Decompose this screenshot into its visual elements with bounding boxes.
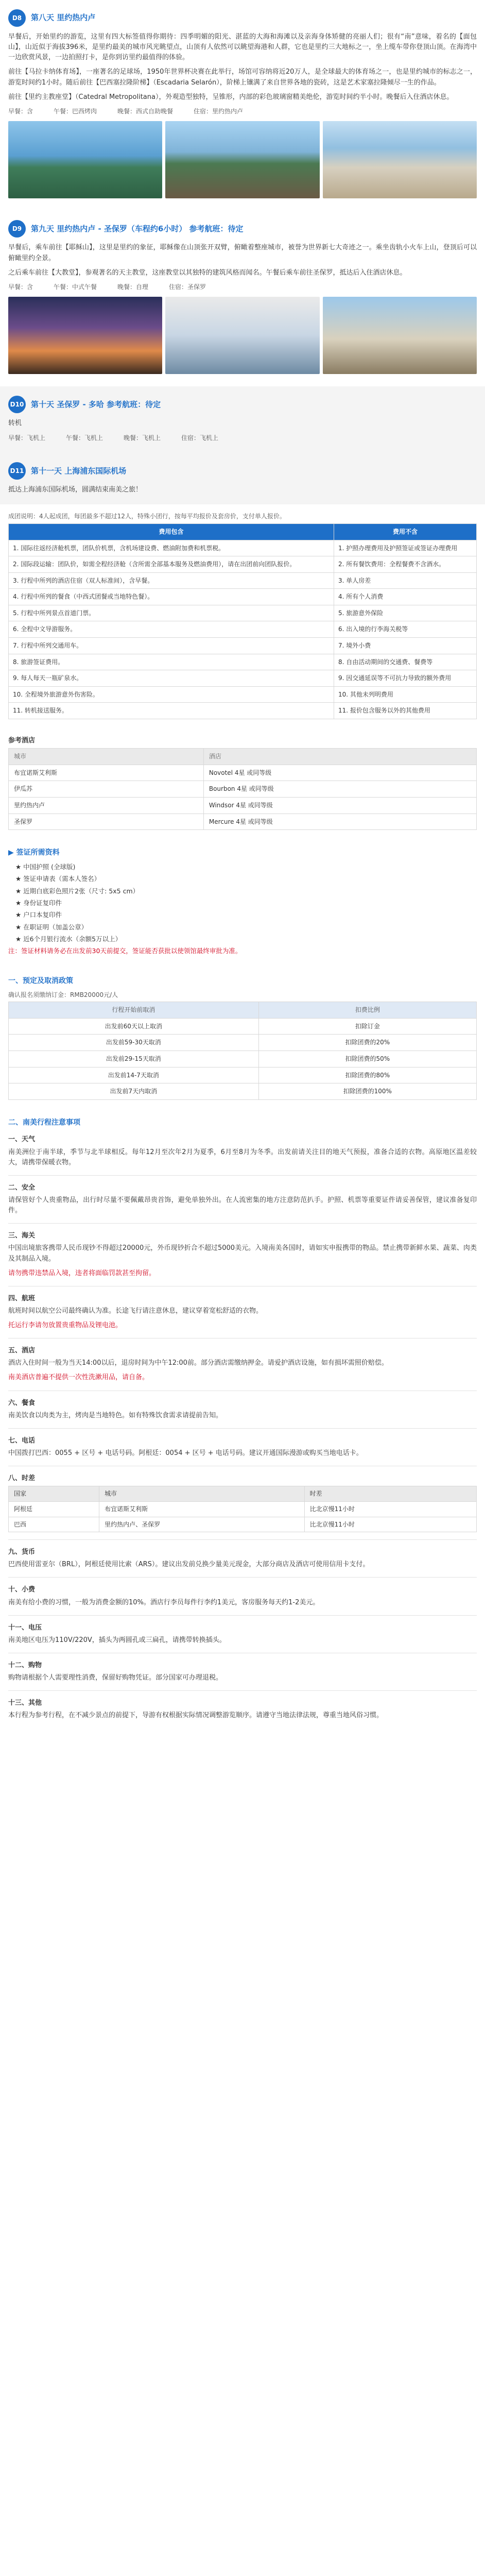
flight-title: 四、航班 <box>8 1294 36 1302</box>
visa-list <box>8 862 477 944</box>
price-row-cell: 扣除团费的50% <box>258 1050 476 1067</box>
hotel-notice-warning: 南美酒店普遍不提供一次性洗漱用品，请自备。 <box>8 1374 149 1382</box>
customs-text: 中国出境旅客携带人民币现钞不得超过20000元，外币现钞折合不超过5000美元。入境南美各国时，请如实申报携带的物品。禁止携带新鲜水果、蔬菜、肉类及其制品入境。 <box>8 1244 477 1263</box>
meal-lunch: 午餐：中式午餐 <box>54 283 97 291</box>
day8-meals <box>8 107 477 116</box>
hotel-notice-text: 酒店入住时间一般为当天14:00以后，退房时间为中午12:00前。部分酒店需缴纳押金。请爱护酒店设施，如有损坏需照价赔偿。 <box>8 1359 388 1367</box>
meal-dinner: 晚餐：西式自助晚餐 <box>117 107 174 115</box>
flight-text: 航班时间以航空公司最终确认为准。长途飞行请注意休息，建议穿着宽松舒适的衣物。 <box>8 1307 263 1315</box>
day-badge-icon: D11 <box>8 462 26 480</box>
hotel-header-city: 城市 <box>9 749 204 765</box>
meal-breakfast: 早餐：飞机上 <box>8 434 46 442</box>
hotel-row-cell: 圣保罗 <box>9 814 204 830</box>
meal-hotel: 住宿：飞机上 <box>181 434 219 442</box>
fee-row-cell: 1. 护照办理费用及护照签证或签证办理费用 <box>334 540 476 556</box>
hotel-row <box>9 797 477 814</box>
phone-title: 七、电话 <box>8 1436 36 1445</box>
fee-row-cell: 3. 行程中所列的酒店住宿（双人标准间），含早餐。 <box>9 572 334 589</box>
photo-christ-dusk <box>8 297 162 374</box>
timezone-table <box>8 1486 477 1532</box>
fee-row-cell: 2. 所有餐饮费用：全程餐费不含酒水。 <box>334 556 476 573</box>
day10-header <box>8 396 477 413</box>
divider <box>8 1428 477 1429</box>
day11-para: 抵达上海浦东国际机场，圆满结束南美之旅！ <box>8 486 143 494</box>
fee-row-cell: 7. 境外小费 <box>334 638 476 654</box>
other-text: 本行程为参考行程，在不减少景点的前提下，导游有权根据实际情况调整游览顺序。请遵守当地法律法规，尊重当地风俗习惯。 <box>8 1711 384 1720</box>
fee-table <box>8 523 477 719</box>
timezone-row-cell: 里约热内卢、圣保罗 <box>99 1517 304 1532</box>
visa-title: ▶ 签证所需资料 <box>8 849 60 857</box>
tip-text: 南美有给小费的习惯，一般为消费金额的10%。酒店行李员每件行李约1美元，客房服务每天约1-2美元。 <box>8 1598 320 1606</box>
voltage-title: 十一、电压 <box>8 1623 42 1632</box>
fee-row-cell: 11. 报价包含服务以外的其他费用 <box>334 703 476 719</box>
fee-row <box>9 540 477 556</box>
price-row-cell: 扣除团费的80% <box>258 1067 476 1083</box>
fee-row-cell: 8. 旅游签证费用。 <box>9 654 334 670</box>
divider <box>8 1175 477 1176</box>
photo-cathedral <box>323 297 477 374</box>
fee-row <box>9 654 477 670</box>
notice-title: 二、南美行程注意事项 <box>8 1118 80 1127</box>
visa-item: ★ 中国护照 (全球版) <box>15 862 76 871</box>
day-badge-icon: D9 <box>8 220 26 238</box>
day8-photos <box>8 121 477 198</box>
fee-row-cell: 6. 出入境的行李海关税等 <box>334 621 476 638</box>
tz-header-country: 国家 <box>9 1486 99 1502</box>
photo-beach <box>323 121 477 198</box>
fee-row <box>9 670 477 687</box>
other-title: 十三、其他 <box>8 1699 42 1707</box>
notice-section <box>0 1105 485 1731</box>
timezone-row-cell: 比北京慢11小时 <box>304 1501 476 1517</box>
fee-row-cell: 2. 国际段运输：团队价，如需全程经济舱（含所需全部基本服务及燃油费用），请在出团前向团队报价。 <box>9 556 334 573</box>
timezone-row-cell: 比北京慢11小时 <box>304 1517 476 1532</box>
hotel-row-cell: 里约热内卢 <box>9 797 204 814</box>
hotel-row-cell: Novotel 4星 或同等级 <box>203 765 476 781</box>
fee-row-cell: 4. 行程中所列的餐食（中西式团餐或当地特色餐）。 <box>9 589 334 605</box>
currency-text: 巴西使用雷亚尔（BRL），阿根廷使用比索（ARS）。建议出发前兑换少量美元现金，大部分商店及酒店可使用信用卡支付。 <box>8 1561 370 1569</box>
divider <box>8 1577 477 1578</box>
price-row <box>9 1050 477 1067</box>
tz-header-diff: 时差 <box>304 1486 476 1502</box>
fee-row <box>9 589 477 605</box>
divider <box>8 1615 477 1616</box>
fee-header-included: 费用包含 <box>9 523 334 540</box>
day8-section <box>0 0 485 211</box>
meal-dinner: 晚餐：自理 <box>117 283 149 291</box>
currency-title: 九、货币 <box>8 1548 36 1556</box>
divider <box>8 1223 477 1224</box>
fee-row <box>9 703 477 719</box>
tz-header-city: 城市 <box>99 1486 304 1502</box>
fee-row <box>9 621 477 638</box>
timezone-row-cell: 阿根廷 <box>9 1501 99 1517</box>
price-row-cell: 扣除团费的100% <box>258 1083 476 1100</box>
hotel-section <box>0 724 485 835</box>
price-row <box>9 1067 477 1083</box>
day11-header <box>8 462 477 480</box>
weather-text: 南美洲位于南半球，季节与北半球相反。每年12月至次年2月为夏季，6月至8月为冬季。出发前请关注目的地天气预报，准备合适的衣物。高原地区温差较大，请携带保暖衣物。 <box>8 1148 477 1166</box>
hotel-title: 参考酒店 <box>8 737 36 745</box>
hotel-row-cell: 伊瓜苏 <box>9 781 204 798</box>
divider <box>8 1539 477 1540</box>
shopping-title: 十二、购物 <box>8 1661 42 1669</box>
day8-para3: 前往【里约主教座堂】（Catedral Metropolitana），外观造型独特，呈锥形，内部的彩色玻璃窗精美绝伦，游览时间约半小时。晚餐后入住酒店休息。 <box>8 93 454 101</box>
price-row-cell: 扣除订金 <box>258 1018 476 1035</box>
divider <box>8 1690 477 1691</box>
timezone-row-cell: 巴西 <box>9 1517 99 1532</box>
fee-row-cell: 4. 所有个人消费 <box>334 589 476 605</box>
photo-bay <box>165 121 319 198</box>
hotel-header-hotel: 酒店 <box>203 749 476 765</box>
day8-title: 第八天 里约热内卢 <box>31 13 96 23</box>
day8-para2: 前往【马拉卡纳体育场】，一座著名的足球场，1950年世界杯决赛在此举行，场馆可容纳将近20万人，是全球最大的体育场之一，也是里约城市的标志之一，游览时间约1小时。随后前往【巴西塞拉隆阶梯】（Escadaria Selarón），阶梯上镶满了来自世界各地的瓷砖，这是艺术家塞拉隆倾尽一生的作品。 <box>8 68 477 87</box>
day9-photos <box>8 297 477 374</box>
day8-header <box>8 9 477 27</box>
price-subtitle: 确认报名须缴纳订金：RMB20000元/人 <box>8 991 118 998</box>
day9-header <box>8 220 477 238</box>
meal-hotel: 住宿：里约热内卢 <box>194 107 244 115</box>
fee-row-cell: 5. 行程中所列景点首道门票。 <box>9 605 334 621</box>
day10-meals <box>8 433 477 443</box>
day9-section <box>0 211 485 386</box>
price-header-fee: 扣费比例 <box>258 1002 476 1019</box>
visa-item: ★ 在职证明（加盖公章） <box>15 923 88 931</box>
visa-item: ★ 签证申请表（需本人签名） <box>15 875 101 883</box>
hotel-row-cell: Bourbon 4星 或同等级 <box>203 781 476 798</box>
fee-row-cell: 6. 全程中文导游服务。 <box>9 621 334 638</box>
fee-intro: 成团说明：4人起成团，每团最多不超过12人，特殊小团行，按每平均报价及套房价，支付单人报价。 <box>8 513 286 520</box>
safety-text: 请保管好个人贵重物品，出行时尽量不要佩戴昂贵首饰，避免单独外出。在人流密集的地方注意防范扒手。护照、机票等重要证件请妥善保管，建议准备复印件。 <box>8 1196 477 1215</box>
price-row <box>9 1035 477 1051</box>
price-header-time: 行程开始前取消 <box>9 1002 259 1019</box>
fee-row-cell: 7. 行程中所列交通用车。 <box>9 638 334 654</box>
day-badge-icon: D8 <box>8 9 26 27</box>
hotel-notice-title: 五、酒店 <box>8 1347 36 1355</box>
fee-row-cell: 11. 转机接送服务。 <box>9 703 334 719</box>
day11-section <box>0 453 485 504</box>
day-badge-icon: D10 <box>8 396 26 413</box>
tip-title: 十、小费 <box>8 1586 36 1594</box>
day9-meals <box>8 282 477 292</box>
day9-para1: 早餐后，乘车前往【耶稣山】，这里是里约的象征，耶稣像在山顶张开双臂，俯瞰着整座城市，被誉为世界新七大奇迹之一。乘坐齿轨小火车上山，登顶后可以俯瞰里约全景。 <box>8 244 477 262</box>
visa-item: ★ 户口本复印件 <box>15 911 62 919</box>
fee-header-excluded: 费用不含 <box>334 523 476 540</box>
day9-para2: 之后乘车前往【大教堂】，参观著名的天主教堂，这座教堂以其独特的建筑风格而闻名。午餐后乘车前往圣保罗，抵达后入住酒店休息。 <box>8 268 407 277</box>
shopping-text: 购物请根据个人需要理性消费，保留好购物凭证。部分国家可办理退税。 <box>8 1674 223 1682</box>
price-row-cell: 出发前29-15天取消 <box>9 1050 259 1067</box>
hotel-table <box>8 748 477 830</box>
safety-title: 二、安全 <box>8 1183 36 1192</box>
fee-section <box>0 504 485 724</box>
fee-row <box>9 605 477 621</box>
fee-row-cell: 10. 全程境外旅游意外伤害险。 <box>9 686 334 703</box>
hotel-row-cell: 布宜诺斯艾利斯 <box>9 765 204 781</box>
price-row-cell: 出发前14-7天取消 <box>9 1067 259 1083</box>
day9-title: 第九天 里约热内卢 - 圣保罗（车程约6小时） 参考航班：待定 <box>31 224 244 233</box>
day10-para: 转机 <box>8 419 22 428</box>
fee-row-cell: 5. 旅游意外保险 <box>334 605 476 621</box>
fee-row <box>9 572 477 589</box>
food-text: 南美饮食以肉类为主，烤肉是当地特色。如有特殊饮食需求请提前告知。 <box>8 1411 223 1419</box>
fee-row <box>9 556 477 573</box>
day8-para1: 早餐后，开始里约的游览，这里有四大标签值得你期待：四季明媚的阳光、湛蓝的大海和海滩以及亲海身体矫健的亮丽人们；很有“南”意味，着名的【面包山】，山近似于海拔396米，是里约最美的城市风光眺望点，山顶有人依然可以眺望海港和人群，它也是里约三大地标之一，坐上缆车带你登顶山顶。在海湾中一边欣赏风景，一边拍照打卡，是你到访里约最值得的体验。 <box>8 33 477 62</box>
visa-item: ★ 身份证复印件 <box>15 899 62 907</box>
meal-hotel: 住宿：圣保罗 <box>169 283 206 291</box>
price-section <box>0 963 485 1105</box>
fee-row <box>9 638 477 654</box>
timezone-row-cell: 布宜诺斯艾利斯 <box>99 1501 304 1517</box>
customs-title: 三、海关 <box>8 1232 36 1240</box>
price-row-cell: 出发前60天以上取消 <box>9 1018 259 1035</box>
visa-section <box>0 835 485 963</box>
day11-title: 第十一天 上海浦东国际机场 <box>31 466 127 476</box>
meal-breakfast: 早餐：含 <box>8 283 33 291</box>
price-row-cell: 扣除团费的20% <box>258 1035 476 1051</box>
hotel-row-cell: Windsor 4星 或同等级 <box>203 797 476 814</box>
hotel-row <box>9 781 477 798</box>
price-title: 一、预定及取消政策 <box>8 976 73 985</box>
meal-lunch: 午餐：巴西烤肉 <box>54 107 97 115</box>
visa-note: 注：签证材料请务必在出发前30天前提交，签证能否获批以使领馆最终审批为准。 <box>8 947 242 955</box>
timezone-row <box>9 1501 477 1517</box>
hotel-row <box>9 765 477 781</box>
visa-item: ★ 近6个月银行流水（余额5万以上） <box>15 935 122 943</box>
price-row <box>9 1083 477 1100</box>
customs-warning: 请勿携带违禁品入境，违者将面临罚款甚至拘留。 <box>8 1269 156 1277</box>
day10-section <box>0 386 485 453</box>
fee-row-cell: 9. 每人每天一瓶矿泉水。 <box>9 670 334 687</box>
timezone-row <box>9 1517 477 1532</box>
voltage-text: 南美地区电压为110V/220V，插头为两圆孔或三扁孔，请携带转换插头。 <box>8 1636 226 1644</box>
fee-row-cell: 1. 国际往返经济舱机票，团队价机票，含机场建设费、燃油附加费和机票税。 <box>9 540 334 556</box>
visa-item: ★ 近期白底彩色照片2张（尺寸: 5x5 cm） <box>15 887 140 895</box>
phone-text: 中国拨打巴西：0055 + 区号 + 电话号码。阿根廷：0054 + 区号 + 电话号码。建议开通国际漫游或购买当地电话卡。 <box>8 1449 363 1458</box>
hotel-row-cell: Mercure 4星 或同等级 <box>203 814 476 830</box>
fee-row-cell: 3. 单人房差 <box>334 572 476 589</box>
fee-row-cell: 8. 自由活动期间的交通费、餐费等 <box>334 654 476 670</box>
photo-sugarloaf <box>8 121 162 198</box>
meal-dinner: 晚餐：飞机上 <box>124 434 161 442</box>
price-row <box>9 1018 477 1035</box>
fee-row-cell: 9. 因交通延误等不可抗力导致的额外费用 <box>334 670 476 687</box>
meal-lunch: 午餐：飞机上 <box>66 434 103 442</box>
meal-breakfast: 早餐：含 <box>8 107 33 115</box>
fee-row-cell: 10. 其他未列明费用 <box>334 686 476 703</box>
fee-row <box>9 686 477 703</box>
price-table <box>8 1002 477 1100</box>
weather-title: 一、天气 <box>8 1136 36 1144</box>
price-row-cell: 出发前7天内取消 <box>9 1083 259 1100</box>
food-title: 六、餐食 <box>8 1399 36 1407</box>
price-row-cell: 出发前59-30天取消 <box>9 1035 259 1051</box>
hotel-row <box>9 814 477 830</box>
timezone-title: 八、时差 <box>8 1475 36 1483</box>
day10-title: 第十天 圣保罗 - 多哈 参考航班：待定 <box>31 399 161 409</box>
photo-christ-statue <box>165 297 319 374</box>
flight-warning: 托运行李请勿放置贵重物品及锂电池。 <box>8 1321 123 1330</box>
